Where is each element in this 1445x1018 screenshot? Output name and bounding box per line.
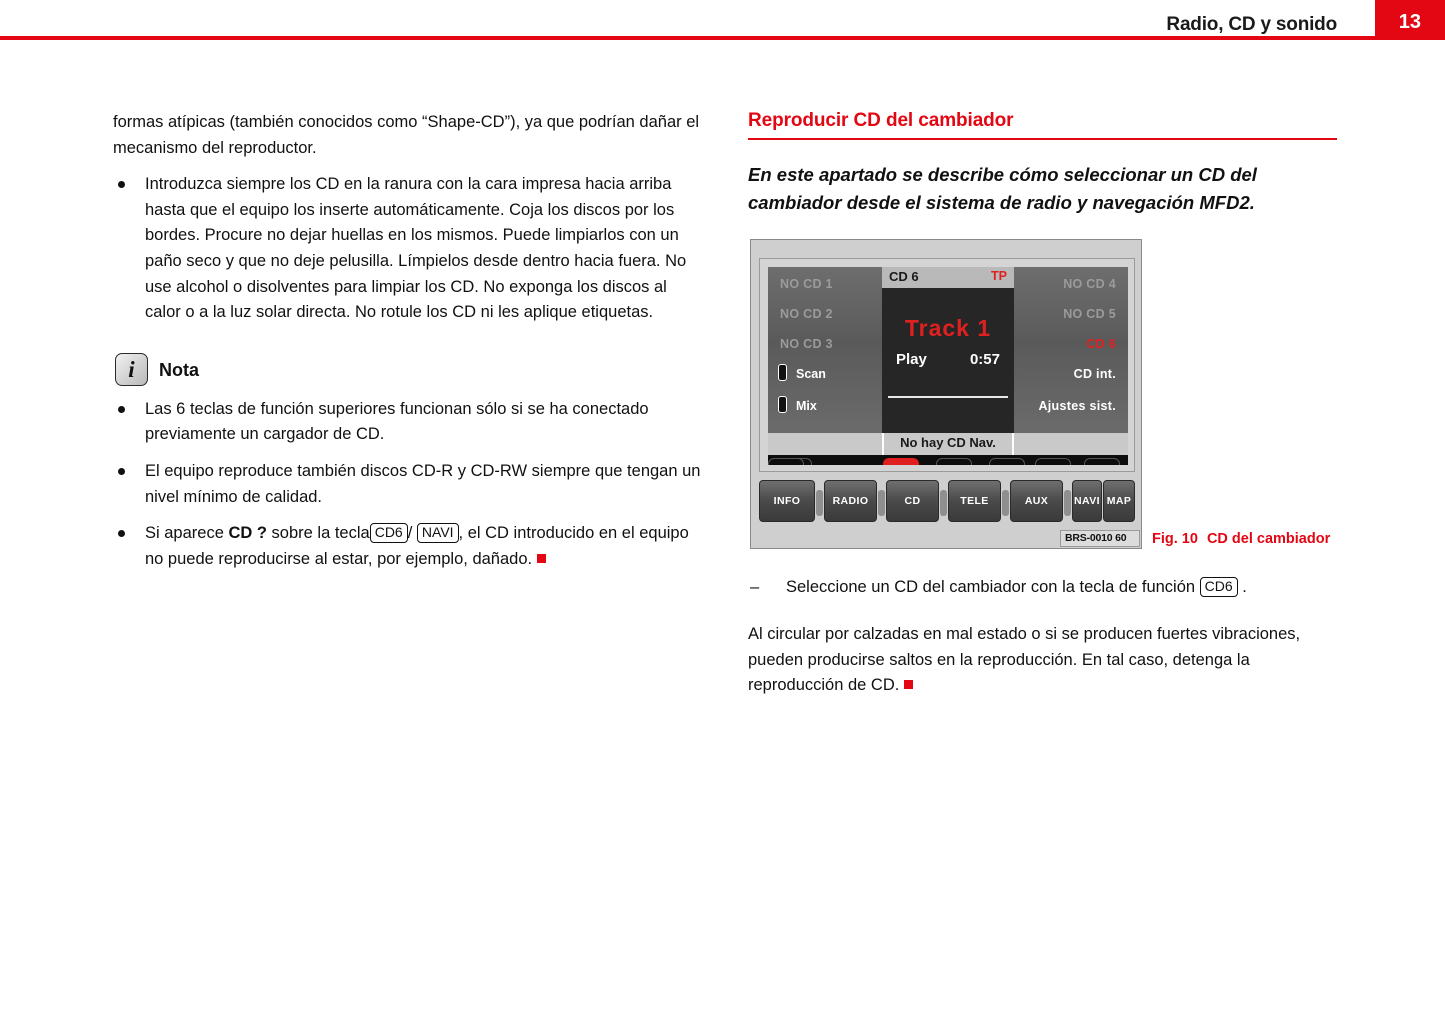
bullet-dot-icon bbox=[118, 468, 125, 475]
softkey-no-cd-2[interactable]: NO CD 2 bbox=[780, 306, 833, 321]
screen-left-panel bbox=[768, 267, 882, 433]
end-of-section-marker bbox=[904, 680, 913, 689]
note-bullet-1-text: Las 6 teclas de función superiores funcionan sólo si se ha conectado previamente un cargador de CD. bbox=[145, 399, 649, 444]
note-label: Nota bbox=[159, 359, 199, 380]
center-divider bbox=[888, 396, 1008, 399]
button-info[interactable]: INFO bbox=[759, 480, 815, 522]
bullet-cd-handling-text: Introduzca siempre los CD en la ranura con la cara impresa hacia arriba hasta que el equipo los inserte automáticamente. Coja los discos por los bordes. Procure no dejar huellas en los mismos. Puede limpiarlos con un paño seco y que no deje pelusilla. Límpielos desde dentro hacia fuera. No use alcohol o disolventes para limpiar los CD. No exponga los discos al calor o a la luz solar directa. No rotule los CD ni les aplique etiquetas. bbox=[145, 175, 687, 322]
closing-paragraph-text: Al circular por calzadas en mal estado o si se producen fuertes vibraciones, pueden producirse saltos en la reproducción. En tal caso, detenga la reproducción de CD. bbox=[748, 625, 1301, 695]
end-of-section-marker bbox=[537, 554, 546, 563]
center-source-label: CD 6 bbox=[889, 268, 919, 284]
right-column bbox=[748, 110, 1343, 699]
softkey-no-cd-4[interactable]: NO CD 4 bbox=[1063, 276, 1116, 291]
hw-key-4[interactable] bbox=[936, 458, 972, 465]
page-number: 13 bbox=[1398, 11, 1421, 33]
softkey-no-cd-5[interactable]: NO CD 5 bbox=[1063, 306, 1116, 321]
note-bullet-2 bbox=[113, 459, 703, 510]
toggle-marker-mix-icon[interactable] bbox=[778, 396, 787, 413]
step-text bbox=[786, 578, 1247, 596]
softkey-ajustes-sist[interactable]: Ajustes sist. bbox=[1038, 398, 1116, 413]
note-bullet-3-bold-term: CD ? bbox=[228, 524, 267, 543]
status-strip bbox=[768, 433, 1128, 455]
keycap-navi[interactable]: NAVI bbox=[417, 523, 459, 543]
button-divider bbox=[816, 490, 823, 516]
softkey-no-cd-3[interactable]: NO CD 3 bbox=[780, 336, 833, 351]
note-bullet-3 bbox=[113, 521, 703, 572]
spacer bbox=[748, 559, 1343, 575]
note-bullet-2-text: El equipo reproduce también discos CD-R y CD-RW siempre que tengan un nivel mínimo de calidad. bbox=[145, 461, 701, 506]
header-title: Radio, CD y sonido bbox=[1166, 14, 1337, 35]
button-tele[interactable]: TELE bbox=[948, 480, 1001, 522]
spacer bbox=[113, 510, 703, 521]
softkey-mix[interactable]: Mix bbox=[796, 398, 817, 413]
hardware-key-strip bbox=[768, 455, 1128, 465]
button-divider bbox=[940, 490, 947, 516]
tp-indicator: TP bbox=[991, 268, 1007, 283]
softkey-cd-6[interactable]: CD 6 bbox=[1086, 336, 1116, 351]
note-bullet-3-text bbox=[145, 521, 703, 572]
section-heading: Reproducir CD del cambiador bbox=[748, 110, 1014, 131]
button-aux[interactable]: AUX bbox=[1010, 480, 1063, 522]
hw-key-7[interactable] bbox=[1084, 458, 1120, 465]
keycap-cd6-step[interactable]: CD6 bbox=[1200, 577, 1238, 597]
keycap-cd6[interactable]: CD6 bbox=[370, 523, 408, 543]
section-heading-rule bbox=[748, 138, 1337, 140]
button-divider bbox=[1064, 490, 1071, 516]
info-icon bbox=[115, 353, 148, 386]
continuation-paragraph: formas atípicas (también conocidos como “Shape-CD”), ya que podrían dañar el mecanismo del reproductor. bbox=[113, 113, 700, 157]
figure-code-label: BRS-0010 60 bbox=[1060, 530, 1140, 547]
bullet-dot-icon bbox=[118, 530, 125, 537]
play-state-label: Play bbox=[896, 350, 927, 368]
left-column bbox=[113, 110, 703, 572]
note-heading bbox=[113, 353, 703, 393]
figure-cd-changer bbox=[748, 239, 1343, 559]
keycap-separator: / bbox=[407, 524, 413, 543]
hw-key-5[interactable] bbox=[989, 458, 1025, 465]
elapsed-time-label: 0:57 bbox=[969, 350, 1000, 368]
bullet-dot-icon bbox=[118, 181, 125, 188]
figure-caption bbox=[1152, 531, 1330, 547]
status-text: No hay CD Nav. bbox=[900, 434, 996, 450]
button-divider bbox=[878, 490, 885, 516]
figure-caption-number: Fig. 10 bbox=[1152, 530, 1198, 547]
spacer bbox=[113, 326, 703, 353]
hw-key-6[interactable] bbox=[1035, 458, 1071, 465]
section-intro: En este apartado se describe cómo seleccionar un CD del cambiador desde el sistema de radio y navegación MFD2. bbox=[748, 163, 1257, 213]
note-bullet-3-suffix: , el CD introducido en el equipo no puede reproducirse al estar, por ejemplo, dañado. bbox=[145, 524, 689, 568]
softkey-scan[interactable]: Scan bbox=[796, 366, 826, 381]
info-icon-glyph: i bbox=[128, 356, 135, 382]
step-text-after: . bbox=[1237, 577, 1247, 596]
spacer bbox=[748, 600, 1343, 622]
figure-caption-text: CD del cambiador bbox=[1206, 530, 1331, 547]
radio-screen bbox=[768, 267, 1128, 465]
button-cd[interactable]: CD bbox=[886, 480, 939, 522]
figure-frame bbox=[750, 239, 1142, 549]
track-label: Track 1 bbox=[904, 314, 992, 341]
closing-paragraph bbox=[748, 622, 1343, 699]
button-navi[interactable]: NAVI bbox=[1072, 480, 1102, 522]
step-text-before: Seleccione un CD del cambiador con la tecla de función bbox=[786, 577, 1200, 596]
screen-right-panel bbox=[1014, 267, 1128, 433]
radio-bezel bbox=[759, 258, 1135, 472]
page-number-block bbox=[1375, 0, 1445, 40]
page-header bbox=[0, 0, 1445, 41]
button-map[interactable]: MAP bbox=[1103, 480, 1135, 522]
button-divider bbox=[1002, 490, 1009, 516]
step-dash-marker: – bbox=[750, 577, 760, 596]
screen-center-panel bbox=[882, 267, 1014, 441]
note-bullet-1 bbox=[113, 397, 703, 448]
softkey-no-cd-1[interactable]: NO CD 1 bbox=[780, 276, 833, 291]
note-bullet-3-mid: sobre la tecla bbox=[266, 524, 370, 543]
toggle-marker-scan-icon[interactable] bbox=[778, 364, 787, 381]
hw-key-2[interactable] bbox=[768, 458, 804, 465]
center-title-bar bbox=[882, 267, 1014, 288]
button-bar bbox=[759, 480, 1135, 522]
note-bullet-3-prefix: Si aparece bbox=[145, 524, 229, 543]
bullet-cd-handling bbox=[113, 172, 703, 326]
step-select-cd bbox=[748, 575, 1343, 601]
bullet-dot-icon bbox=[118, 406, 125, 413]
hw-key-3-active[interactable] bbox=[883, 458, 919, 465]
button-radio[interactable]: RADIO bbox=[824, 480, 877, 522]
spacer bbox=[113, 161, 703, 172]
softkey-cd-int[interactable]: CD int. bbox=[1073, 366, 1116, 381]
header-rule bbox=[0, 36, 1445, 40]
spacer bbox=[113, 448, 703, 459]
